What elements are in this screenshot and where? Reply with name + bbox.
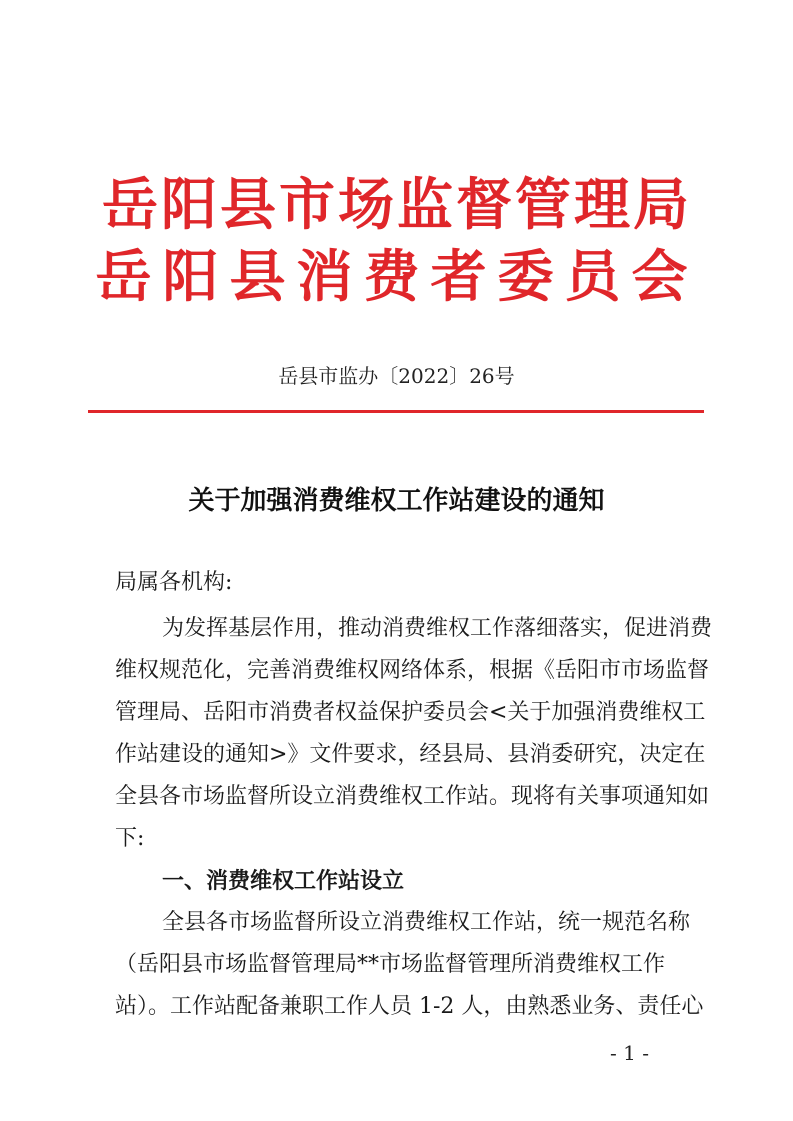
salutation: 局属各机构:	[115, 570, 233, 595]
agency-name-line-1: 岳阳县市场监督管理局	[102, 172, 692, 238]
section-heading: 一、消费维权工作站设立	[162, 868, 405, 894]
body-line: 维权规范化，完善消费维权网络体系，根据《岳阳市市场监督	[115, 658, 710, 683]
document-number: 岳县市监办〔2022〕26号	[278, 364, 515, 388]
page-number: - 1 -	[610, 1041, 649, 1065]
body-line: 作站建设的通知>》文件要求，经县局、县消委研究，决定在	[115, 742, 706, 767]
body-line: 下:	[115, 826, 145, 851]
section-line: 全县各市场监督所设立消费维权工作站，统一规范名称	[162, 910, 691, 935]
agency-name-line-2: 岳阳县消费者委员会	[95, 244, 699, 310]
document-title: 关于加强消费维权工作站建设的通知	[188, 486, 605, 516]
body-line: 全县各市场监督所设立消费维权工作站。现将有关事项通知如	[115, 784, 710, 809]
body-line: 为发挥基层作用，推动消费维权工作落细落实，促进消费	[162, 616, 713, 641]
section-line: 站）。工作站配备兼职工作人员 1-2 人，由熟悉业务、责任心	[115, 994, 704, 1019]
section-line: （岳阳县市场监督管理局**市场监督管理所消费维权工作	[115, 952, 666, 977]
body-line: 管理局、岳阳市消费者权益保护委员会<关于加强消费维权工	[115, 700, 706, 725]
red-divider-line	[88, 410, 704, 413]
